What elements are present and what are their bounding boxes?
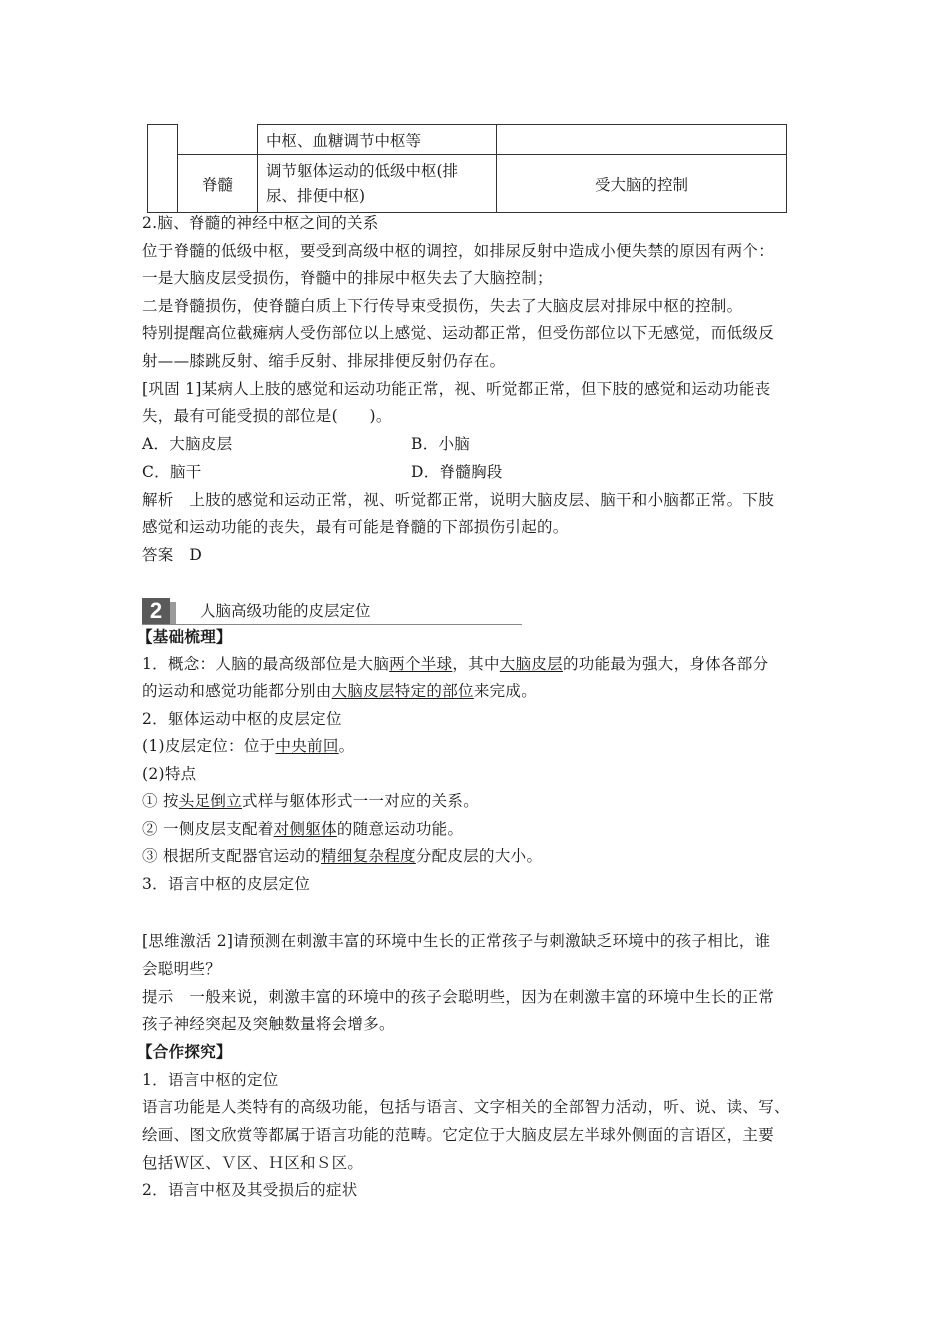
text-span: ② 一侧皮层支配着: [142, 820, 274, 838]
paragraph-line: [142, 681, 537, 701]
question-line: 失，最有可能受损的部位是( )。: [142, 407, 392, 425]
paragraph-line: 3．语言中枢的皮层定位: [142, 875, 311, 893]
paragraph-line: 位于脊髓的低级中枢，要受到高级中枢的调控，如排尿反射中造成小便失禁的原因有两个：: [142, 242, 775, 260]
answer-line: 答案 D: [142, 546, 203, 564]
paragraph-line: [142, 654, 768, 674]
think-line: [思维激活 2]请预测在刺激丰富的环境中生长的正常孩子与刺激缺乏环境中的孩子相比，谁: [142, 932, 771, 950]
section-number-badge: 2: [142, 598, 170, 624]
text-span: ，其中: [452, 655, 500, 673]
table-cell-spinal-cord: 脊髓: [178, 155, 258, 213]
text-span: 1．概念：人脑的最高级部位是大脑: [142, 655, 390, 673]
paragraph-line: [142, 846, 542, 866]
option-a: A．大脑皮层: [142, 435, 233, 453]
option-d: D．脊髓胸段: [411, 463, 503, 481]
paragraph-line: 2．躯体运动中枢的皮层定位: [142, 710, 342, 728]
paragraph-line: [142, 736, 354, 756]
text-span: 的随意运动功能。: [336, 820, 464, 838]
paragraph-line: 2．语言中枢及其受损后的症状: [142, 1181, 358, 1199]
text-span: 。: [338, 737, 355, 755]
coop-heading: 【合作探究】: [137, 1042, 232, 1061]
question-line: [巩固 1]某病人上肢的感觉和运动功能正常，视、听觉都正常，但下肢的感觉和运动功能丧: [142, 380, 771, 398]
basics-heading: 【基础梳理】: [137, 627, 232, 646]
table-cell-category: [148, 125, 178, 213]
text-span: (1)皮层定位：位于: [142, 737, 276, 755]
analysis-line: 解析 上肢的感觉和运动正常，视、听觉都正常，说明大脑皮层、脑干和小脑都正常。下肢: [142, 491, 775, 509]
paragraph-line: 一是大脑皮层受损伤，脊髓中的排尿中枢失去了大脑控制；: [142, 269, 553, 287]
paragraph-line: 射——膝跳反射、缩手反射、排尿排便反射仍存在。: [142, 352, 506, 370]
text-span: 的功能最为强大，身体各部分: [562, 655, 769, 673]
paragraph-line: 绘画、图文欣赏等都属于语言功能的范畴。它定位于大脑皮层左半球外侧面的言语区，主要: [142, 1126, 775, 1144]
hint-line: 提示 一般来说，刺激丰富的环境中的孩子会聪明些，因为在刺激丰富的环境中生长的正常: [142, 988, 775, 1006]
underlined-answer: 对侧躯体: [273, 820, 337, 838]
table-cell-function: 中枢、血糖调节中枢等: [258, 125, 497, 155]
text-span: ① 按: [142, 792, 179, 810]
section-header: [142, 598, 522, 625]
paragraph-line: 1．语言中枢的定位: [142, 1071, 279, 1089]
text-span: 的运动和感觉功能都分别由: [142, 682, 332, 700]
nerve-center-table: [147, 124, 787, 213]
table-cell-part: [178, 125, 258, 155]
underlined-answer: 精细复杂程度: [321, 847, 416, 865]
text-span: 式样与躯体形式一一对应的关系。: [242, 792, 480, 810]
paragraph-line: [142, 819, 463, 839]
text-span: 分配皮层的大小。: [415, 847, 543, 865]
section-title: 人脑高级功能的皮层定位: [200, 602, 371, 620]
underlined-answer: 大脑皮层: [499, 655, 563, 673]
hint-line: 孩子神经突起及突触数量将会增多。: [142, 1015, 395, 1033]
option-c: C．脑干: [142, 463, 202, 481]
underlined-answer: 两个半球: [389, 655, 453, 673]
underlined-answer: 头足倒立: [178, 792, 243, 810]
paragraph-line: 二是脊髓损伤，使脊髓白质上下行传导束受损伤，失去了大脑皮层对排尿中枢的控制。: [142, 297, 743, 315]
table-cell-function: [258, 155, 497, 213]
table-cell-note: 受大脑的控制: [497, 155, 787, 213]
paragraph-line: 包括Ｗ区、Ｖ区、Ｈ区和Ｓ区。: [142, 1154, 364, 1172]
table-cell-line: 尿、排便中枢): [266, 186, 366, 205]
option-b: B．小脑: [411, 435, 471, 453]
paragraph-line: (2)特点: [142, 765, 197, 783]
table-cell-line: 调节躯体运动的低级中枢(排: [266, 161, 459, 180]
table-cell-note: [497, 125, 787, 155]
underlined-answer: 大脑皮层特定的部位: [331, 682, 474, 700]
text-span: ③ 根据所支配器官运动的: [142, 847, 322, 865]
underlined-answer: 中央前回: [275, 737, 339, 755]
paragraph-line: 特别提醒高位截瘫病人受伤部位以上感觉、运动都正常，但受伤部位以下无感觉，而低级反: [142, 324, 775, 342]
analysis-line: 感觉和运动功能的丧失，最有可能是脊髓的下部损伤引起的。: [142, 518, 569, 536]
paragraph-line: [142, 791, 479, 811]
think-line: 会聪明些？: [142, 960, 222, 978]
paragraph-line: 语言功能是人类特有的高级功能，包括与语言、文字相关的全部智力活动，听、说、读、写、: [142, 1098, 790, 1116]
text-span: 来完成。: [473, 682, 538, 700]
paragraph-line: 2.脑、脊髓的神经中枢之间的关系: [142, 214, 379, 232]
